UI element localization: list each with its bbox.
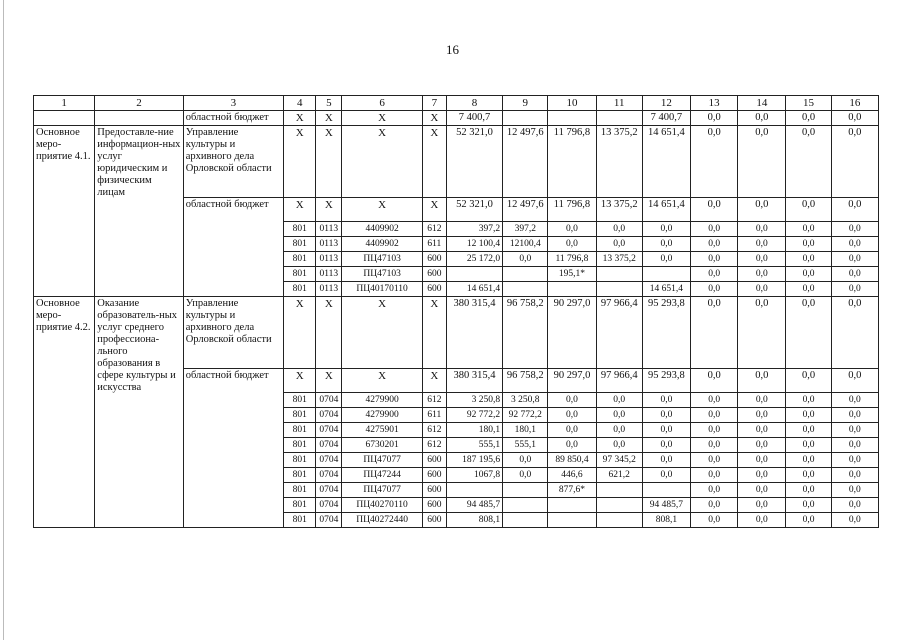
amount-cell: 13 375,2 (596, 252, 642, 267)
amount-cell: 0,0 (642, 423, 690, 438)
amount-cell: 0,0 (738, 222, 786, 237)
amount-cell (548, 498, 596, 513)
amount-cell: 52 321,0 (446, 126, 502, 198)
amount-cell: 555,1 (446, 438, 502, 453)
code-cell: ПЦ40270110 (342, 498, 422, 513)
amount-cell: 0,0 (738, 252, 786, 267)
amount-cell: 0,0 (642, 393, 690, 408)
amount-cell (548, 111, 596, 126)
code-cell: X (284, 297, 316, 369)
amount-cell: 0,0 (691, 453, 738, 468)
code-cell: 0113 (316, 282, 342, 297)
code-cell: 801 (284, 453, 316, 468)
amount-cell: 92 772,2 (503, 408, 548, 423)
amount-cell: 0,0 (548, 423, 596, 438)
amount-cell: 0,0 (786, 267, 831, 282)
amount-cell: 0,0 (691, 267, 738, 282)
amount-cell: 0,0 (738, 267, 786, 282)
amount-cell: 11 796,8 (548, 198, 596, 222)
amount-cell: 0,0 (548, 408, 596, 423)
code-cell: 6730201 (342, 438, 422, 453)
amount-cell: 0,0 (738, 111, 786, 126)
amount-cell (503, 282, 548, 297)
amount-cell: 90 297,0 (548, 369, 596, 393)
amount-cell: 187 195,6 (446, 453, 502, 468)
executor-cell: областной бюджет (183, 369, 283, 528)
amount-cell: 0,0 (642, 468, 690, 483)
code-cell: 4409902 (342, 237, 422, 252)
code-cell: 612 (422, 423, 446, 438)
code-cell: 0704 (316, 438, 342, 453)
column-header: 14 (738, 96, 786, 111)
amount-cell: 0,0 (831, 393, 878, 408)
code-cell: 801 (284, 252, 316, 267)
amount-cell: 0,0 (738, 126, 786, 198)
amount-cell: 0,0 (691, 126, 738, 198)
amount-cell (446, 267, 502, 282)
column-header: 4 (284, 96, 316, 111)
amount-cell: 97 966,4 (596, 369, 642, 393)
amount-cell: 195,1* (548, 267, 596, 282)
amount-cell (503, 513, 548, 528)
amount-cell: 97 345,2 (596, 453, 642, 468)
amount-cell: 0,0 (738, 369, 786, 393)
amount-cell: 380 315,4 (446, 297, 502, 369)
amount-cell (596, 483, 642, 498)
event-cell: Основное меро-приятие 4.1. (34, 126, 95, 297)
code-cell: 611 (422, 408, 446, 423)
amount-cell: 0,0 (786, 393, 831, 408)
amount-cell: 0,0 (691, 237, 738, 252)
amount-cell: 0,0 (786, 468, 831, 483)
amount-cell: 0,0 (503, 468, 548, 483)
code-cell: 600 (422, 498, 446, 513)
executor-cell: Управление культуры и архивного дела Орловской области (183, 297, 283, 369)
amount-cell: 14 651,4 (446, 282, 502, 297)
code-cell: 801 (284, 468, 316, 483)
code-cell: ПЦ47103 (342, 267, 422, 282)
executor-cell: Управление культуры и архивного дела Орловской области (183, 126, 283, 198)
amount-cell: 446,6 (548, 468, 596, 483)
amount-cell: 0,0 (786, 126, 831, 198)
code-cell: ПЦ47244 (342, 468, 422, 483)
code-cell: ПЦ47077 (342, 483, 422, 498)
code-cell: 600 (422, 267, 446, 282)
amount-cell: 0,0 (786, 483, 831, 498)
amount-cell: 1067,8 (446, 468, 502, 483)
code-cell: 612 (422, 438, 446, 453)
code-cell: X (342, 198, 422, 222)
amount-cell: 0,0 (831, 252, 878, 267)
amount-cell: 0,0 (691, 408, 738, 423)
table-row (34, 297, 879, 369)
amount-cell: 0,0 (548, 222, 596, 237)
amount-cell (503, 498, 548, 513)
event-cell (34, 111, 95, 126)
amount-cell: 90 297,0 (548, 297, 596, 369)
amount-cell: 0,0 (831, 198, 878, 222)
amount-cell: 96 758,2 (503, 369, 548, 393)
code-cell: X (422, 297, 446, 369)
amount-cell: 0,0 (831, 513, 878, 528)
amount-cell: 0,0 (786, 198, 831, 222)
code-cell: X (422, 126, 446, 198)
amount-cell (642, 267, 690, 282)
amount-cell: 13 375,2 (596, 198, 642, 222)
amount-cell: 0,0 (786, 408, 831, 423)
code-cell: 612 (422, 393, 446, 408)
amount-cell: 0,0 (738, 423, 786, 438)
amount-cell: 0,0 (831, 267, 878, 282)
amount-cell (503, 267, 548, 282)
column-header: 5 (316, 96, 342, 111)
code-cell: 0704 (316, 468, 342, 483)
column-header: 3 (183, 96, 283, 111)
amount-cell: 12 100,4 (446, 237, 502, 252)
amount-cell: 0,0 (738, 513, 786, 528)
amount-cell: 0,0 (691, 282, 738, 297)
column-header: 6 (342, 96, 422, 111)
amount-cell: 0,0 (642, 252, 690, 267)
code-cell: 0704 (316, 453, 342, 468)
amount-cell: 0,0 (691, 498, 738, 513)
amount-cell: 0,0 (691, 222, 738, 237)
amount-cell: 11 796,8 (548, 252, 596, 267)
amount-cell: 0,0 (691, 252, 738, 267)
code-cell: 4275901 (342, 423, 422, 438)
code-cell: 600 (422, 453, 446, 468)
scan-edge (3, 0, 4, 640)
column-header: 16 (831, 96, 878, 111)
code-cell: 801 (284, 222, 316, 237)
amount-cell: 0,0 (831, 498, 878, 513)
amount-cell: 94 485,7 (642, 498, 690, 513)
amount-cell: 0,0 (831, 126, 878, 198)
code-cell: 0113 (316, 222, 342, 237)
code-cell: 801 (284, 498, 316, 513)
code-cell: 4409902 (342, 222, 422, 237)
amount-cell: 0,0 (596, 423, 642, 438)
amount-cell: 808,1 (446, 513, 502, 528)
code-cell: ПЦ40272440 (342, 513, 422, 528)
code-cell: 801 (284, 393, 316, 408)
amount-cell: 0,0 (831, 453, 878, 468)
amount-cell: 0,0 (738, 198, 786, 222)
amount-cell: 0,0 (831, 297, 878, 369)
amount-cell: 0,0 (596, 237, 642, 252)
code-cell: 612 (422, 222, 446, 237)
amount-cell: 0,0 (691, 369, 738, 393)
amount-cell: 0,0 (831, 282, 878, 297)
code-cell: 0113 (316, 267, 342, 282)
amount-cell: 96 758,2 (503, 297, 548, 369)
code-cell: X (284, 369, 316, 393)
amount-cell: 0,0 (738, 453, 786, 468)
amount-cell (596, 513, 642, 528)
amount-cell: 0,0 (786, 438, 831, 453)
amount-cell: 180,1 (503, 423, 548, 438)
amount-cell: 0,0 (503, 453, 548, 468)
amount-cell: 0,0 (596, 222, 642, 237)
budget-table (33, 95, 879, 528)
amount-cell: 3 250,8 (503, 393, 548, 408)
amount-cell: 0,0 (642, 438, 690, 453)
amount-cell: 0,0 (786, 369, 831, 393)
amount-cell: 14 651,4 (642, 282, 690, 297)
amount-cell: 0,0 (642, 237, 690, 252)
code-cell: 4279900 (342, 408, 422, 423)
table-row (34, 111, 879, 126)
amount-cell: 0,0 (691, 297, 738, 369)
column-header: 15 (786, 96, 831, 111)
amount-cell: 12100,4 (503, 237, 548, 252)
amount-cell: 0,0 (596, 438, 642, 453)
amount-cell: 0,0 (691, 393, 738, 408)
code-cell: X (422, 111, 446, 126)
code-cell: ПЦ47077 (342, 453, 422, 468)
amount-cell: 14 651,4 (642, 198, 690, 222)
column-header: 11 (596, 96, 642, 111)
code-cell: 801 (284, 483, 316, 498)
amount-cell: 0,0 (831, 438, 878, 453)
amount-cell: 0,0 (831, 408, 878, 423)
amount-cell: 52 321,0 (446, 198, 502, 222)
code-cell: 600 (422, 483, 446, 498)
amount-cell: 621,2 (596, 468, 642, 483)
amount-cell: 0,0 (691, 438, 738, 453)
code-cell: X (316, 369, 342, 393)
amount-cell: 180,1 (446, 423, 502, 438)
table-row (34, 126, 879, 198)
table-header-row (34, 96, 879, 111)
code-cell: X (284, 126, 316, 198)
code-cell: ПЦ47103 (342, 252, 422, 267)
code-cell: 0704 (316, 498, 342, 513)
amount-cell: 0,0 (596, 408, 642, 423)
amount-cell: 0,0 (596, 393, 642, 408)
code-cell: X (316, 297, 342, 369)
amount-cell: 94 485,7 (446, 498, 502, 513)
amount-cell: 0,0 (786, 297, 831, 369)
code-cell: X (284, 198, 316, 222)
amount-cell (596, 111, 642, 126)
amount-cell: 25 172,0 (446, 252, 502, 267)
code-cell: X (342, 126, 422, 198)
column-header: 9 (503, 96, 548, 111)
amount-cell: 11 796,8 (548, 126, 596, 198)
code-cell: 801 (284, 282, 316, 297)
name-cell (95, 111, 183, 126)
code-cell: 0113 (316, 237, 342, 252)
amount-cell: 877,6* (548, 483, 596, 498)
amount-cell: 0,0 (691, 423, 738, 438)
column-header: 8 (446, 96, 502, 111)
amount-cell: 397,2 (446, 222, 502, 237)
amount-cell: 0,0 (691, 483, 738, 498)
amount-cell: 0,0 (786, 498, 831, 513)
column-header: 2 (95, 96, 183, 111)
code-cell: 0704 (316, 393, 342, 408)
event-cell: Основное меро-приятие 4.2. (34, 297, 95, 528)
code-cell: 600 (422, 468, 446, 483)
amount-cell: 12 497,6 (503, 198, 548, 222)
amount-cell (503, 111, 548, 126)
code-cell: X (316, 126, 342, 198)
code-cell: 801 (284, 513, 316, 528)
column-header: 1 (34, 96, 95, 111)
amount-cell: 0,0 (831, 423, 878, 438)
amount-cell: 95 293,8 (642, 369, 690, 393)
code-cell: X (342, 369, 422, 393)
amount-cell: 0,0 (738, 297, 786, 369)
code-cell: 0704 (316, 423, 342, 438)
amount-cell: 0,0 (642, 222, 690, 237)
amount-cell: 397,2 (503, 222, 548, 237)
amount-cell: 0,0 (831, 483, 878, 498)
amount-cell (446, 483, 502, 498)
code-cell: 4279900 (342, 393, 422, 408)
amount-cell (548, 513, 596, 528)
amount-cell (596, 267, 642, 282)
amount-cell: 0,0 (738, 408, 786, 423)
code-cell: X (422, 198, 446, 222)
code-cell: X (316, 111, 342, 126)
amount-cell: 0,0 (691, 513, 738, 528)
amount-cell: 0,0 (503, 252, 548, 267)
amount-cell: 0,0 (831, 369, 878, 393)
amount-cell: 92 772,2 (446, 408, 502, 423)
executor-cell: областной бюджет (183, 198, 283, 297)
amount-cell: 0,0 (786, 111, 831, 126)
amount-cell: 95 293,8 (642, 297, 690, 369)
code-cell: 801 (284, 267, 316, 282)
amount-cell (596, 282, 642, 297)
amount-cell: 0,0 (786, 237, 831, 252)
amount-cell: 0,0 (786, 423, 831, 438)
amount-cell: 97 966,4 (596, 297, 642, 369)
code-cell: X (316, 198, 342, 222)
amount-cell: 0,0 (738, 438, 786, 453)
amount-cell (596, 498, 642, 513)
code-cell: 801 (284, 423, 316, 438)
amount-cell: 7 400,7 (642, 111, 690, 126)
amount-cell: 0,0 (738, 468, 786, 483)
code-cell: 801 (284, 438, 316, 453)
amount-cell: 0,0 (831, 237, 878, 252)
code-cell: X (342, 297, 422, 369)
amount-cell: 13 375,2 (596, 126, 642, 198)
amount-cell: 0,0 (831, 111, 878, 126)
amount-cell: 0,0 (738, 237, 786, 252)
column-header: 12 (642, 96, 690, 111)
amount-cell: 0,0 (786, 282, 831, 297)
amount-cell: 14 651,4 (642, 126, 690, 198)
code-cell: 0704 (316, 408, 342, 423)
amount-cell: 0,0 (548, 237, 596, 252)
code-cell: X (284, 111, 316, 126)
amount-cell: 0,0 (738, 282, 786, 297)
column-header: 10 (548, 96, 596, 111)
code-cell: 0113 (316, 252, 342, 267)
amount-cell: 12 497,6 (503, 126, 548, 198)
code-cell: X (342, 111, 422, 126)
amount-cell: 89 850,4 (548, 453, 596, 468)
amount-cell: 0,0 (786, 513, 831, 528)
amount-cell (548, 282, 596, 297)
amount-cell: 7 400,7 (446, 111, 502, 126)
amount-cell (503, 483, 548, 498)
amount-cell: 0,0 (691, 468, 738, 483)
code-cell: 611 (422, 237, 446, 252)
amount-cell: 0,0 (738, 498, 786, 513)
page-number: 16 (446, 42, 459, 57)
amount-cell: 555,1 (503, 438, 548, 453)
code-cell: 600 (422, 282, 446, 297)
amount-cell: 0,0 (786, 252, 831, 267)
amount-cell: 3 250,8 (446, 393, 502, 408)
code-cell: 0704 (316, 483, 342, 498)
amount-cell: 0,0 (548, 393, 596, 408)
column-header: 13 (691, 96, 738, 111)
code-cell: 0704 (316, 513, 342, 528)
amount-cell: 0,0 (642, 453, 690, 468)
code-cell: 801 (284, 408, 316, 423)
code-cell: X (422, 369, 446, 393)
amount-cell: 0,0 (786, 222, 831, 237)
amount-cell: 0,0 (691, 111, 738, 126)
name-cell: Оказание образователь-ных услуг среднего профессиона-льного образования в сфере культуры и искусства (95, 297, 183, 528)
amount-cell: 0,0 (548, 438, 596, 453)
amount-cell (642, 483, 690, 498)
amount-cell: 0,0 (738, 483, 786, 498)
amount-cell: 0,0 (642, 408, 690, 423)
code-cell: 600 (422, 513, 446, 528)
code-cell: 600 (422, 252, 446, 267)
amount-cell: 380 315,4 (446, 369, 502, 393)
code-cell: 801 (284, 237, 316, 252)
name-cell: Предоставле-ние информацион-ных услуг юридическим и физическим лицам (95, 126, 183, 297)
amount-cell: 0,0 (831, 222, 878, 237)
amount-cell: 0,0 (738, 393, 786, 408)
amount-cell: 0,0 (831, 468, 878, 483)
amount-cell: 0,0 (691, 198, 738, 222)
executor-cell: областной бюджет (183, 111, 283, 126)
amount-cell: 808,1 (642, 513, 690, 528)
code-cell: ПЦ40170110 (342, 282, 422, 297)
amount-cell: 0,0 (786, 453, 831, 468)
column-header: 7 (422, 96, 446, 111)
